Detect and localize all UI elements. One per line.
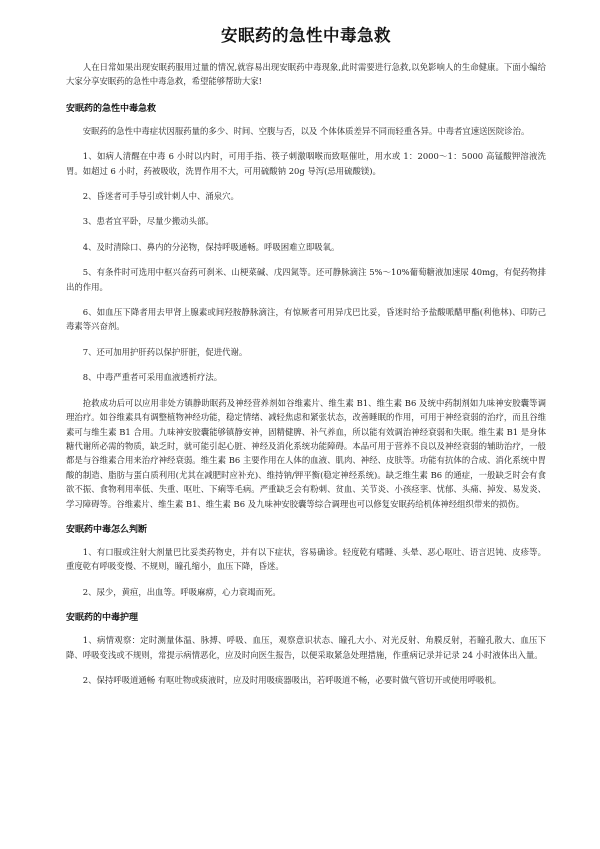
paragraph: 2、保持呼吸道通畅 有呕吐物或痰液时，应及时用吸痰器吸出，若呼吸道不畅，必要时做气管切开或使用呼吸机。: [82, 674, 502, 685]
section-emergency-treatment: [66, 101, 546, 511]
paragraph: 1、有口服或注射大剂量巴比妥类药物史，并有以下症状，容易确诊。轻度乾有嗜睡、头晕、恶心呕吐、语言迟钝、皮疹等。重度乾有呼吸变慢、不规则，瞳孔缩小，血压下降，昏迷。: [66, 546, 546, 572]
section-heading: 安眠药中毒怎么判断: [66, 524, 148, 535]
paragraph: 安眠药的急性中毒症状因服药量的多少、时间、空腹与否，以及 个体体质差异不同而轻重各异。中毒者宜速送医院诊治。: [82, 125, 530, 136]
paragraph: 3、患者宜平卧，尽量少搬动头部。: [82, 216, 214, 227]
paragraph: 1、如病人清醒在中毒 6 小时以内时，可用手指、筷子刺激咽喉而致呕催吐，用水或 1：2000～1：5000 高锰酸钾溶液洗胃。如超过 6 小时，药被吸收，洗胃作用不大，可用硫酸钠 20g 导泻(忌用硫酸镁)。: [66, 151, 546, 176]
page-title: 安眠药的急性中毒急救: [221, 26, 391, 45]
paragraph: 7、还可加用护肝药以保护肝脏，促进代谢。: [82, 346, 248, 357]
intro-paragraph: 人在日常如果出现安眠药服用过量的情况,就容易出现安眠药中毒现象,此时需要进行急救,以免影响人的生命健康。下面小编给大家分享安眠药的急性中毒急救，希望能够帮助大家!: [66, 62, 546, 87]
section-heading: 安眠药的中毒护理: [66, 613, 139, 624]
section-diagnosis: [66, 522, 546, 599]
paragraph: 2、尿少，黄疸，出血等。呼吸麻痹，心力衰竭而死。: [82, 586, 281, 597]
paragraph: 6、如血压下降者用去甲肾上腺素或间羟胺静脉滴注，有惊厥者可用异戊巴比妥，昏迷时给予盐酸哌醋甲酯(利他林)、印防己毒素等兴奋剂。: [66, 307, 546, 332]
section-heading: 安眠药的急性中毒急救: [66, 103, 157, 114]
paragraph: 2、昏迷者可手导引或针刺人中、涌泉穴。: [82, 191, 239, 202]
paragraph: 5、有条件时可选用中枢兴奋药可刹米、山梗菜碱、戊四氮等。还可静脉滴注 5%～10%葡萄糖液加速尿 40mg，有促药物排出的作用。: [66, 267, 546, 292]
section-nursing-care: [66, 610, 546, 687]
paragraph: 抢救成功后可以应用非处方镇静助眠药及神经营养剂如谷维素片、维生素 B1、维生素 B6 及统中药制剂如九味神安胶囊等调理治疗。如谷维素具有调整植物神经功能，稳定情绪、减轻焦虑和紧张状态，改善睡眠的作用，可用于神经衰弱的治疗，而且谷维素可与维生素 B1 合用。九味神安胶囊能够镇静安神，固精健脾、补气养血，所以能有效调治神经衰弱和失眠。维生素 B1 是身体糖代谢所必需的物质，缺乏时，就可能引起心脏、神经及消化系统功能障碍。本品可用于营养不良以及神经衰弱的辅助治疗，一般都是与谷维素合用来治疗神经衰弱。维生素 B6 主要作用在人体的血液、肌肉、神经、皮肤等。功能有抗体的合成、消化系统中胃酸的制造、脂肪与蛋白质利用(尤其在减肥时应补充)、维持钠/钾平衡(稳定神经系统)。缺乏维生素 B6 的通症，一般缺乏时会有食欲不振、食物利用率低、失重、呕吐、下痢等毛病。严重缺乏会有粉刺、贫血、关节炎、小孩痉挛、忧郁、头痛、掉发、易发炎、学习障碍等。谷维素片、维生素 B1、维生素 B6 及九味神安胶囊等综合调理也可以修复安眠药给机体神经组织带来的损伤。: [66, 397, 546, 509]
paragraph: 1、病情观察：定时测量体温、脉搏、呼吸、血压，观察意识状态、瞳孔大小、对光反射、角膜反射，若瞳孔散大、血压下降、呼吸变浅或不规则，常提示病情恶化，应及时向医生报告，以便采取紧急处理措施，作重病记录并记录 24 小时液体出入量。: [66, 635, 546, 660]
paragraph: 4、及时清除口、鼻内的分泌物，保持呼吸通畅。呼吸困难立即吸氧。: [82, 241, 340, 252]
paragraph: 8、中毒严重者可采用血液透析疗法。: [82, 372, 223, 383]
